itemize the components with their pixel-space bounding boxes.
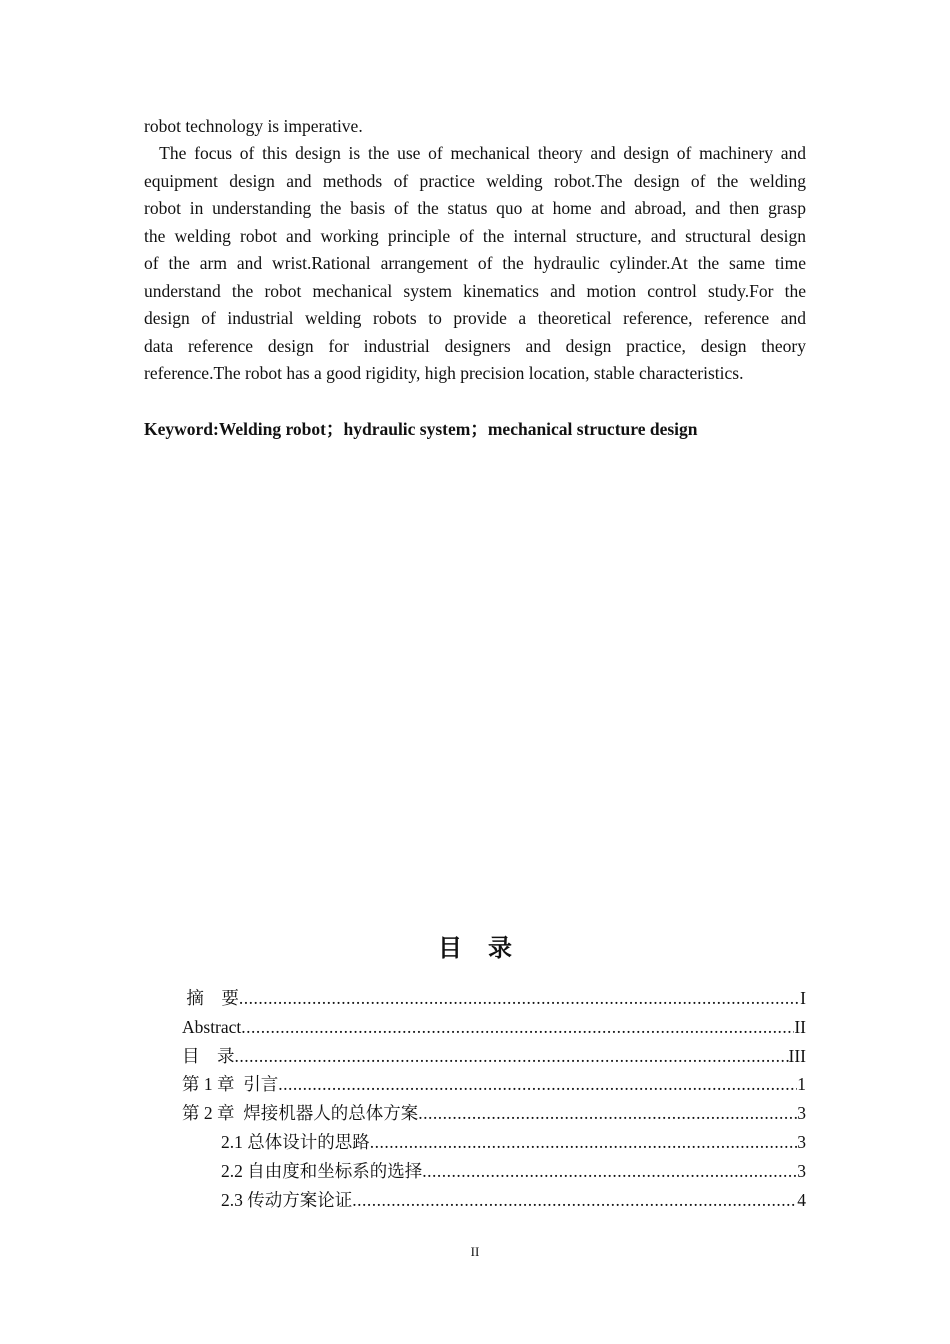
toc-dot-leader (418, 1100, 797, 1126)
toc-entry-page: III (788, 1046, 806, 1066)
abstract-line: robot technology is imperative. (144, 116, 363, 136)
toc-entry-page: 3 (797, 1161, 806, 1181)
abstract-line: equipment design and methods of practice welding robot.The design of the welding (144, 171, 806, 191)
toc-entry-page: 3 (797, 1103, 806, 1123)
toc-entry[interactable] (182, 1100, 806, 1126)
toc-dot-leader (278, 1071, 797, 1097)
abstract-line: understand the robot mechanical system kinematics and motion control study.For the (144, 281, 806, 301)
toc-entry[interactable] (221, 1158, 806, 1184)
toc-entry-page: 3 (797, 1132, 806, 1152)
toc-dot-leader (422, 1158, 797, 1184)
toc-entry[interactable] (182, 1043, 806, 1069)
toc-entry-label: 摘 要 (182, 988, 239, 1008)
toc-dot-leader (239, 985, 800, 1011)
abstract-line: reference.The robot has a good rigidity, high precision location, stable characteristics. (144, 363, 744, 383)
page-number: II (470, 1244, 480, 1259)
abstract-line: data reference design for industrial designers and design practice, design theory (144, 336, 806, 356)
toc-entry-page: 4 (797, 1190, 806, 1210)
toc-entry[interactable] (182, 1014, 806, 1040)
keywords-line: Keyword:Welding robot；hydraulic system；mechanical structure design (144, 419, 698, 439)
toc-entry-page: I (800, 988, 806, 1008)
toc-dot-leader (370, 1129, 798, 1155)
toc-dot-leader (235, 1043, 789, 1069)
toc-entry[interactable] (182, 985, 806, 1011)
toc-entry-label: 第 1 章 引言 (182, 1074, 279, 1094)
toc-entry-label: 目 录 (182, 1046, 235, 1066)
toc-dot-leader (241, 1014, 794, 1040)
abstract-line: robot in understanding the basis of the status quo at home and abroad, and then grasp (144, 198, 806, 218)
toc-entry-label: 2.2 自由度和坐标系的选择 (221, 1161, 423, 1181)
abstract-line: The focus of this design is the use of mechanical theory and design of machinery and (144, 143, 806, 163)
toc-entry-label: 2.1 总体设计的思路 (221, 1132, 370, 1152)
abstract-line: design of industrial welding robots to provide a theoretical reference, reference and (144, 308, 806, 328)
toc-entry-page: 1 (797, 1074, 806, 1094)
toc-entry[interactable] (221, 1129, 806, 1155)
toc-dot-leader (352, 1187, 797, 1213)
toc-entry[interactable] (221, 1187, 806, 1213)
abstract-line: of the arm and wrist.Rational arrangement of the hydraulic cylinder.At the same time (144, 253, 806, 273)
toc-entry-label: 2.3 传动方案论证 (221, 1190, 353, 1210)
toc-title: 目录 (438, 934, 538, 962)
abstract-line: the welding robot and working principle of the internal structure, and structural design (144, 226, 806, 246)
toc-entry-page: II (794, 1017, 806, 1037)
toc-entry-label: Abstract (182, 1017, 242, 1037)
toc-entry[interactable] (182, 1071, 806, 1097)
toc-entry-label: 第 2 章 焊接机器人的总体方案 (182, 1103, 419, 1123)
